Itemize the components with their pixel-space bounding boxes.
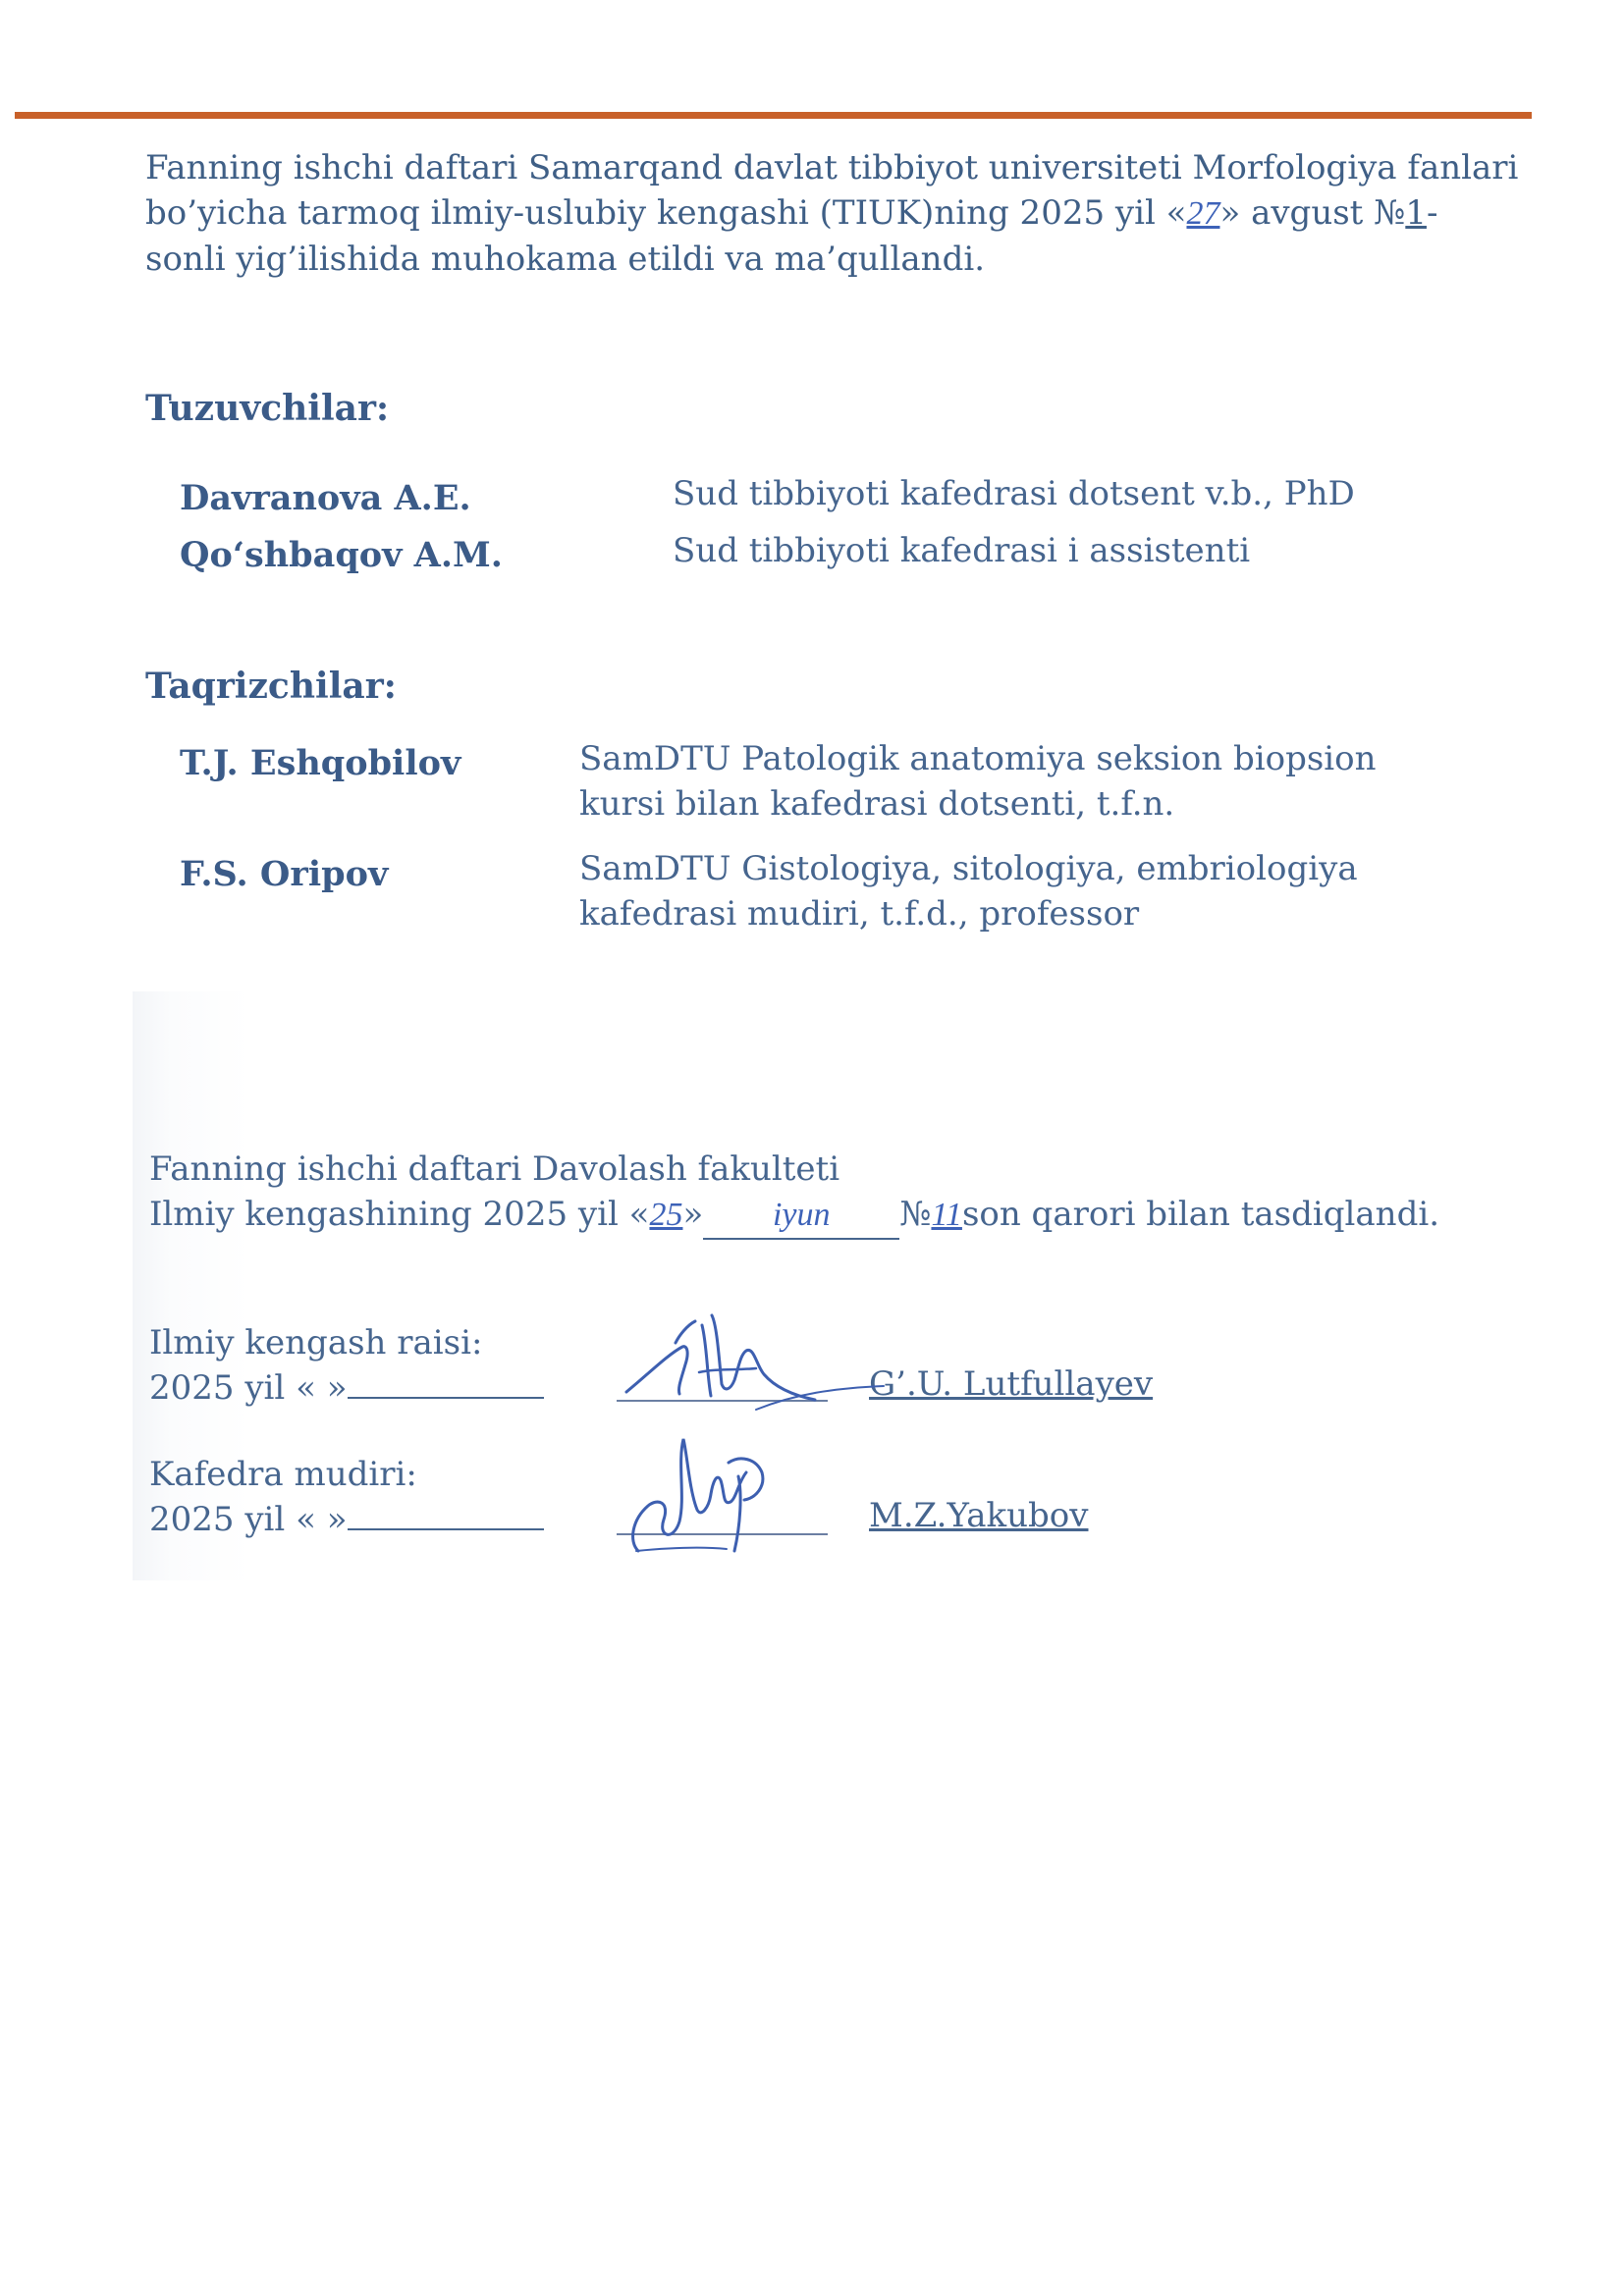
reviewers-heading: Taqrizchilar: xyxy=(145,666,397,707)
faculty-line-1: Fanning ishchi daftari Davolash fakulteti xyxy=(149,1149,840,1189)
handwritten-day: 27 xyxy=(1186,195,1220,232)
approval-line-1: Fanning ishchi daftari Samarqand davlat tibbiyot universiteti Morfologiya fanlari xyxy=(145,148,1519,187)
handwritten-month: iyun xyxy=(703,1193,899,1240)
chair-name: G’.U. Lutfullayev xyxy=(869,1364,1154,1404)
handwritten-number: 11 xyxy=(931,1197,962,1233)
head-label: Kafedra mudiri: xyxy=(149,1455,417,1494)
faculty-line-2: Ilmiy kengashining 2025 yil «25» iyun №11son qarori bilan tasdiqlandi. xyxy=(149,1192,1439,1240)
reviewer-name: F.S. Oripov xyxy=(180,854,389,894)
reviewer-name: T.J. Eshqobilov xyxy=(180,743,461,783)
reviewer-role: SamDTU Patologik anatomiya seksion biopsion kursi bilan kafedrasi dotsenti, t.f.n. xyxy=(579,739,1377,824)
author-role: Sud tibbiyoti kafedrasi dotsent v.b., PhD xyxy=(673,474,1355,513)
author-role: Sud tibbiyoti kafedrasi i assistenti xyxy=(673,531,1251,570)
head-name: M.Z.Yakubov xyxy=(869,1496,1089,1535)
approval-paragraph xyxy=(145,145,1520,282)
head-date: 2025 yil « » xyxy=(149,1500,544,1539)
approval-line-2: bo’yicha tarmoq ilmiy-uslubiy kengashi (TIUK)ning 2025 yil «27» avgust №1- xyxy=(145,193,1438,233)
protocol-number: 1 xyxy=(1405,193,1427,233)
approval-line-3: sonli yig’ilishida muhokama etildi va ma’qullandi. xyxy=(145,240,986,279)
author-name: Qo‘shbaqov A.M. xyxy=(180,535,503,575)
chair-label: Ilmiy kengash raisi: xyxy=(149,1323,483,1362)
top-divider xyxy=(15,112,1532,119)
reviewer-role: SamDTU Gistologiya, sitologiya, embriologiya kafedrasi mudiri, t.f.d., professor xyxy=(579,849,1358,934)
chair-date: 2025 yil « » xyxy=(149,1368,544,1408)
chair-signature-icon xyxy=(609,1286,893,1423)
authors-heading: Tuzuvchilar: xyxy=(145,388,390,429)
author-name: Davranova A.E. xyxy=(180,478,471,518)
handwritten-day: 25 xyxy=(649,1197,683,1233)
head-signature-icon xyxy=(619,1404,844,1566)
